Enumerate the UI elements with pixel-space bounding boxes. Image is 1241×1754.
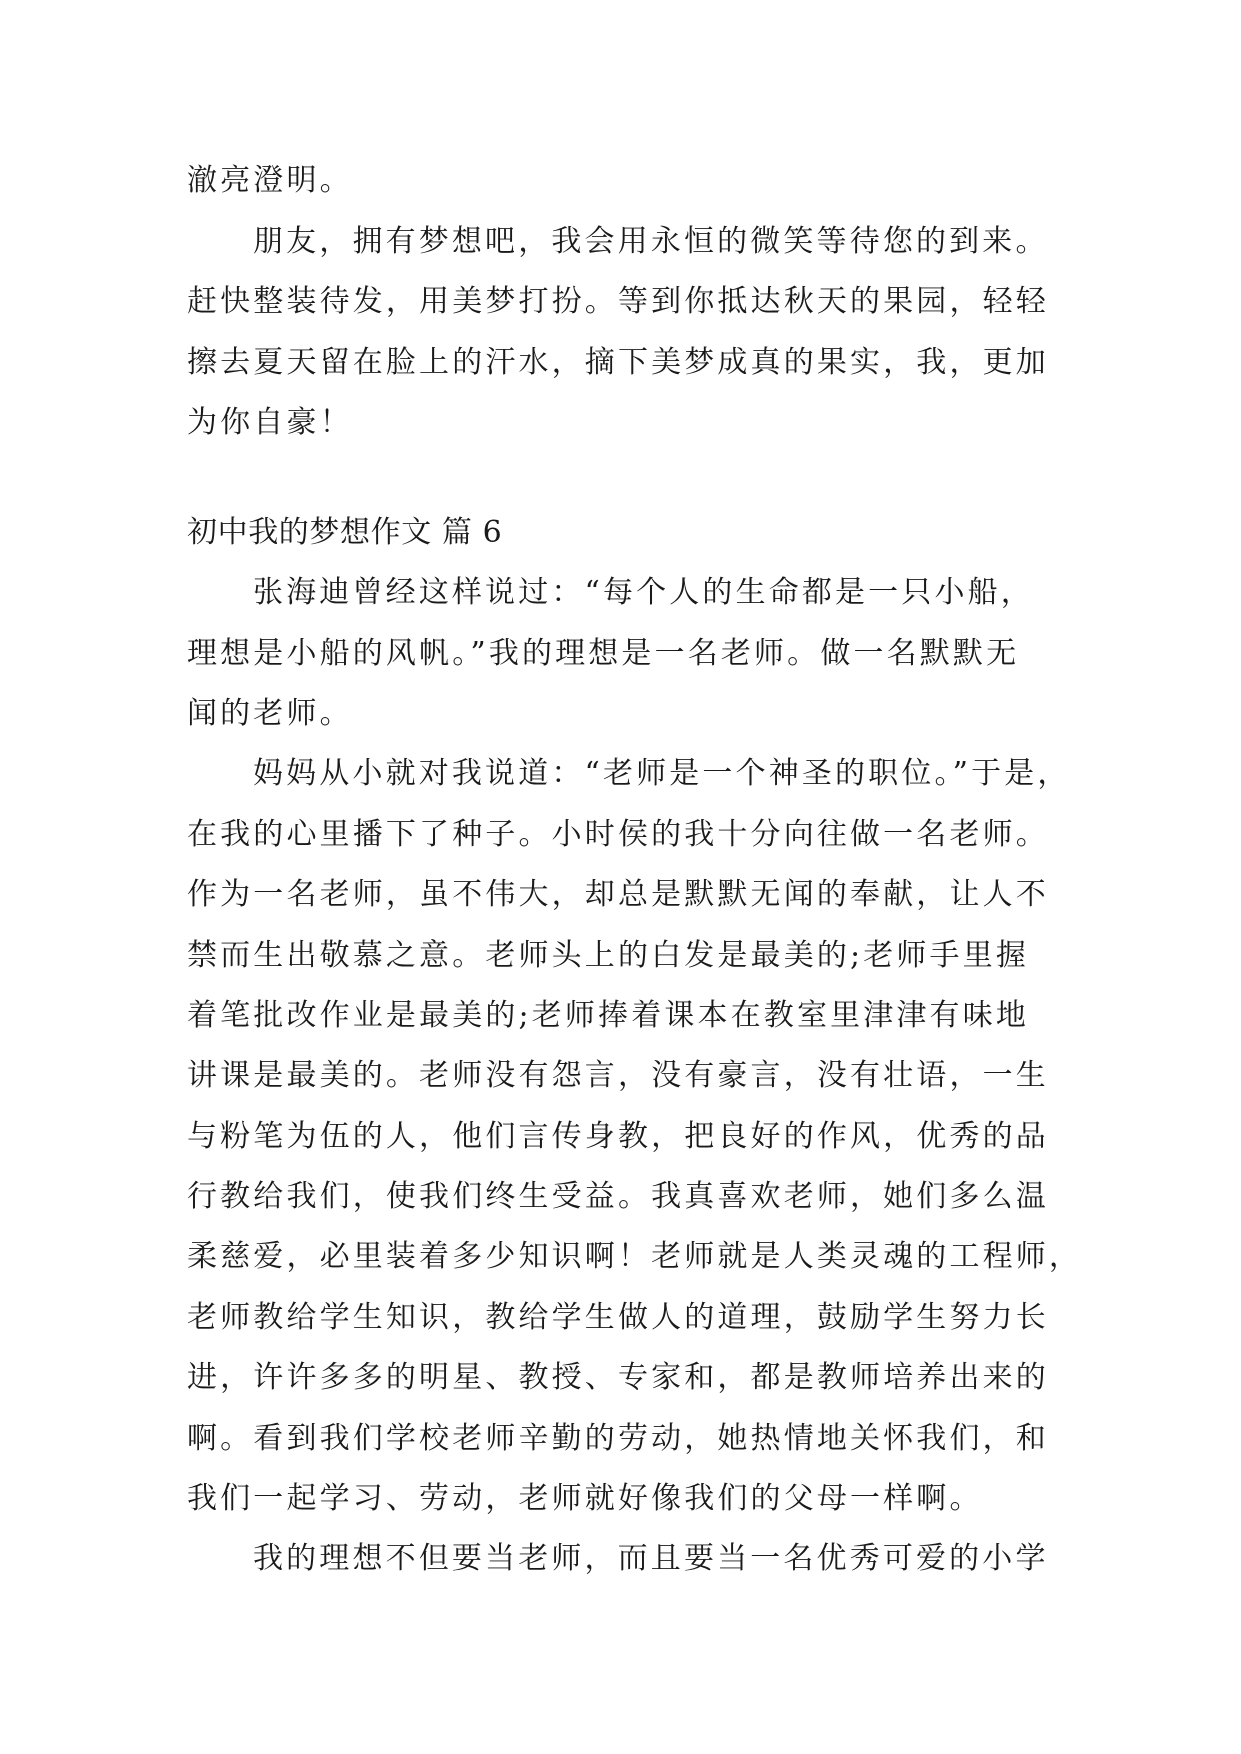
text-line: 进，许许多多的明星、教授、专家和，都是教师培养出来的 <box>187 1360 1049 1395</box>
text-line: 行教给我们，使我们终生受益。我真喜欢老师，她们多么温 <box>187 1179 1049 1214</box>
text-line: 禁而生出敬慕之意。老师头上的白发是最美的;老师手里握 <box>187 938 1030 973</box>
text-line: 赶快整装待发，用美梦打扮。等到你抵达秋天的果园，轻轻 <box>187 284 1049 319</box>
text-line: 啊。看到我们学校老师辛勤的劳动，她热情地关怀我们，和 <box>187 1421 1049 1456</box>
text-line: 为你自豪！ <box>187 405 353 440</box>
text-line: 我们一起学习、劳动，老师就好像我们的父母一样啊。 <box>187 1481 983 1516</box>
text-line: 着笔批改作业是最美的;老师捧着课本在教室里津津有味地 <box>187 998 1030 1033</box>
text-line: 澈亮澄明。 <box>187 163 353 198</box>
paragraph-first-line: 朋友，拥有梦想吧，我会用永恒的微笑等待您的到来。 <box>253 224 1049 259</box>
text-line: 与粉笔为伍的人，他们言传身教，把良好的作风，优秀的品 <box>187 1119 1049 1154</box>
text-line: 作为一名老师，虽不伟大，却总是默默无闻的奉献，让人不 <box>187 877 1049 912</box>
text-line: 讲课是最美的。老师没有怨言，没有豪言，没有壮语，一生 <box>187 1058 1049 1093</box>
paragraph-first-line: 妈妈从小就对我说道：“老师是一个神圣的职位。”于是， <box>253 756 1071 791</box>
text-line: 老师教给学生知识，教给学生做人的道理，鼓励学生努力长 <box>187 1300 1049 1335</box>
text-line: 柔慈爱，必里装着多少知识啊！老师就是人类灵魂的工程师， <box>187 1239 1083 1274</box>
text-line: 闻的老师。 <box>187 696 353 731</box>
text-line: 理想是小船的风帆。”我的理想是一名老师。做一名默默无 <box>187 636 1020 671</box>
text-line: 在我的心里播下了种子。小时侯的我十分向往做一名老师。 <box>187 817 1049 852</box>
paragraph-first-line: 张海迪曾经这样说过：“每个人的生命都是一只小船， <box>253 575 1034 610</box>
text-line: 擦去夏天留在脸上的汗水，摘下美梦成真的果实，我，更加 <box>187 345 1049 380</box>
paragraph-first-line: 我的理想不但要当老师，而且要当一名优秀可爱的小学 <box>253 1541 1049 1576</box>
section-heading: 初中我的梦想作文 篇 6 <box>187 515 503 550</box>
